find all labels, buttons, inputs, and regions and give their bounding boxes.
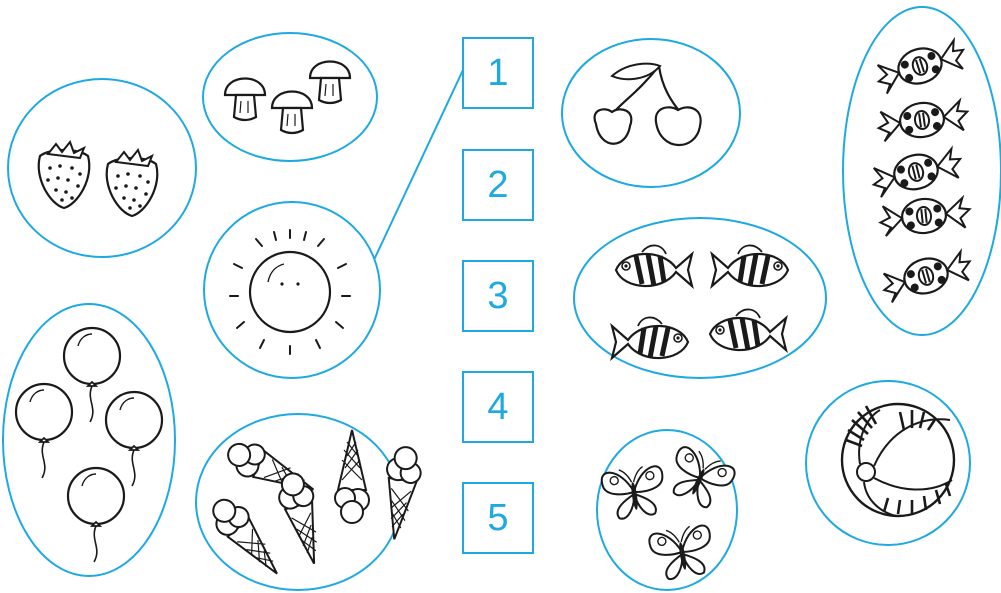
beach-ball-icon [842,404,954,516]
group-fish[interactable] [574,218,826,378]
number-box-1[interactable]: 1 [462,37,534,109]
number-box-5[interactable]: 5 [462,482,534,554]
group-balloons[interactable] [3,304,175,576]
connection-line [373,70,463,262]
group-mushrooms[interactable] [203,33,377,161]
group-candy[interactable] [843,7,1001,335]
number-box-3[interactable]: 3 [462,260,534,332]
group-beach-ball[interactable] [806,381,970,545]
number-box-4[interactable]: 4 [462,371,534,443]
number-box-2[interactable]: 2 [462,149,534,221]
group-strawberries[interactable] [8,79,196,257]
group-butterflies[interactable] [597,430,738,590]
group-sun[interactable] [204,202,380,378]
group-ice-cream[interactable] [196,414,424,590]
group-cherries[interactable] [562,39,740,187]
